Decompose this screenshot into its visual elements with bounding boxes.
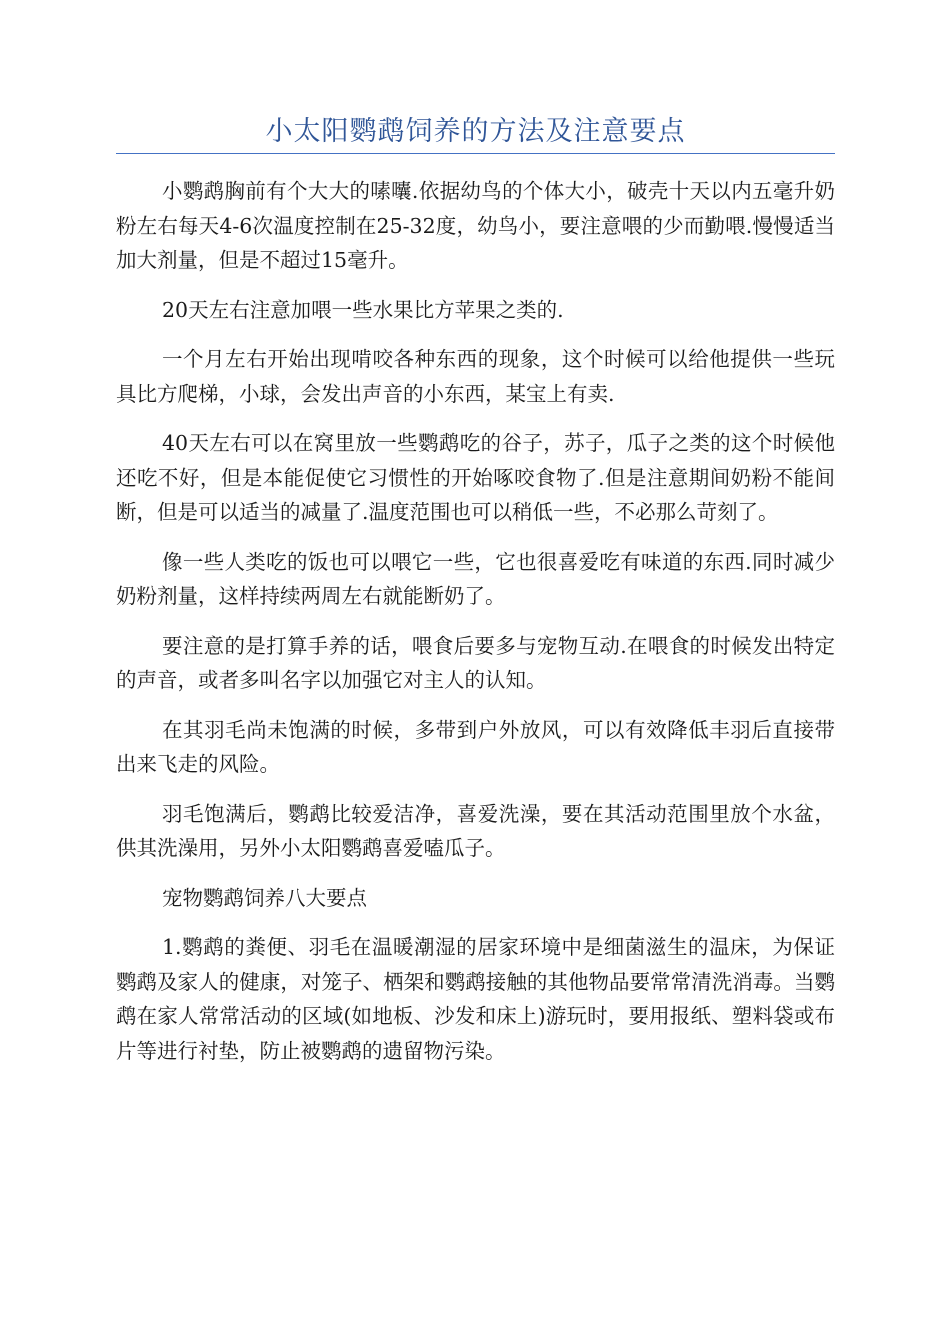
paragraph: 羽毛饱满后，鹦鹉比较爱洁净，喜爱洗澡，要在其活动范围里放个水盆，供其洗澡用，另外小太阳鹦鹉喜爱嗑瓜子。 xyxy=(116,801,835,860)
paragraph: 小鹦鹉胸前有个大大的嗉囔.依据幼鸟的个体大小，破壳十天以内五毫升奶粉左右每天4-6次温度控制在25-32度，幼鸟小，要注意喂的少而勤喂.慢慢适当加大剂量，但是不超过15毫升。 xyxy=(116,179,835,272)
paragraph: 1.鹦鹉的粪便、羽毛在温暖潮湿的居家环境中是细菌滋生的温床，为保证鹦鹉及家人的健康，对笼子、栖架和鹦鹉接触的其他物品要常常清洗消毒。当鹦鹉在家人常常活动的区域(如地板、沙发和床上)游玩时，要用报纸、塑料袋或布片等进行衬垫，防止被鹦鹉的遗留物污染。 xyxy=(116,935,835,1063)
paragraph: 要注意的是打算手养的话，喂食后要多与宠物互动.在喂食的时候发出特定的声音，或者多叫名字以加强它对主人的认知。 xyxy=(116,633,835,692)
document-title: 小太阳鹦鹉饲养的方法及注意要点 xyxy=(265,116,686,147)
paragraph: 像一些人类吃的饭也可以喂它一些，它也很喜爱吃有味道的东西.同时减少奶粉剂量，这样持续两周左右就能断奶了。 xyxy=(116,549,835,608)
title-underline xyxy=(116,153,835,154)
document-body xyxy=(116,174,835,1083)
section-heading: 宠物鹦鹉饲养八大要点 xyxy=(162,885,367,910)
paragraph: 在其羽毛尚未饱满的时候，多带到户外放风，可以有效降低丰羽后直接带出来飞走的风险。 xyxy=(116,717,835,776)
paragraph: 20天左右注意加喂一些水果比方苹果之类的. xyxy=(162,297,564,322)
paragraph: 40天左右可以在窝里放一些鹦鹉吃的谷子，苏子，瓜子之类的这个时候他还吃不好，但是本能促使它习惯性的开始啄咬食物了.但是注意期间奶粉不能间断，但是可以适当的减量了.温度范围也可以稍低一些，不必那么苛刻了。 xyxy=(116,431,835,524)
paragraph: 一个月左右开始出现啃咬各种东西的现象，这个时候可以给他提供一些玩具比方爬梯，小球，会发出声音的小东西，某宝上有卖. xyxy=(116,347,835,406)
